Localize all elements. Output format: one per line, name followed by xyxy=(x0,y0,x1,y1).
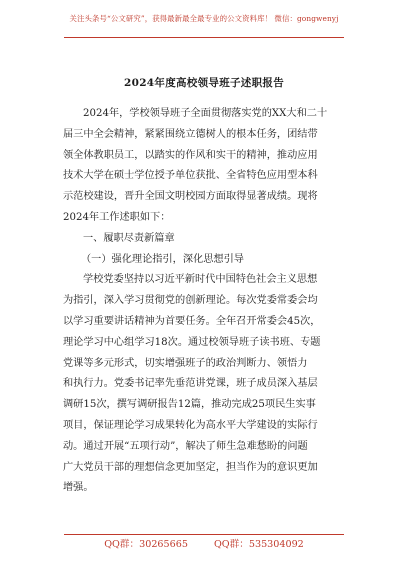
document-body xyxy=(63,104,349,499)
footer-contacts xyxy=(0,536,408,550)
footer-qq-group-1: QQ群：30265665 xyxy=(104,539,188,550)
paragraph-line: 届三中全会精神，紧紧围绕立德树人的根本任务，团结带 xyxy=(63,128,318,140)
paragraph-line: 领全体教职员工，以踏实的作风和实干的精神，推动应用 xyxy=(63,149,318,161)
paragraph-line: 党课等多元形式，切实增强班子的政治判断力、领悟力 xyxy=(63,357,308,369)
footer-divider xyxy=(64,534,344,535)
paragraph-line: 项目，保证理论学习成果转化为高水平大学建设的实际行 xyxy=(63,419,318,431)
header-divider xyxy=(64,37,344,38)
paragraph-line: 学校党委坚持以习近平新时代中国特色社会主义思想 xyxy=(83,274,318,286)
paragraph-line: 2024年，学校领导班子全面贯彻落实党的XX大和二十 xyxy=(83,108,328,119)
paragraph-line: 理论学习中心组学习18次。通过校领导班子读书班、专题 xyxy=(63,336,321,348)
paragraph-line: 广大党员干部的理想信念更加坚定，担当作为的意识更加 xyxy=(63,461,318,473)
section-heading: 一、履职尽责新篇章 xyxy=(83,232,175,244)
subsection-heading: （一）强化理论指引，深化思想引导 xyxy=(81,253,244,265)
paragraph-line: 调研15次，撰写调研报告12篇，推动完成25项民生实事 xyxy=(63,399,316,411)
footer-qq-group-2: QQ群：535304092 xyxy=(213,539,304,550)
paragraph-line: 技术大学在硕士学位授予单位获批、全省特色应用型本科 xyxy=(63,170,318,182)
paragraph-line: 以学习重要讲话精神为首要任务。全年召开常委会45次， xyxy=(63,315,321,327)
paragraph-line: 增强。 xyxy=(63,482,94,494)
paragraph-line: 和执行力。党委书记率先垂范讲党课，班子成员深入基层 xyxy=(63,378,318,390)
paragraph-line: 动。通过开展“五项行动”，解决了师生急难愁盼的问题 xyxy=(63,440,308,452)
paragraph-line: 2024年工作述职如下： xyxy=(63,211,171,223)
paragraph-line: 示范校建设，晋升全国文明校园方面取得显著成绩。现将 xyxy=(63,191,318,203)
document-title: 2024年度高校领导班子述职报告 xyxy=(123,77,285,89)
header-promo: 关注头条号“公文研究”，获得最新最全最专业的公文资料库！ 微信：gongwenyj xyxy=(69,14,339,23)
paragraph-line: 为指引，深入学习贯彻党的创新理论。每次党委常委会均 xyxy=(63,295,318,307)
